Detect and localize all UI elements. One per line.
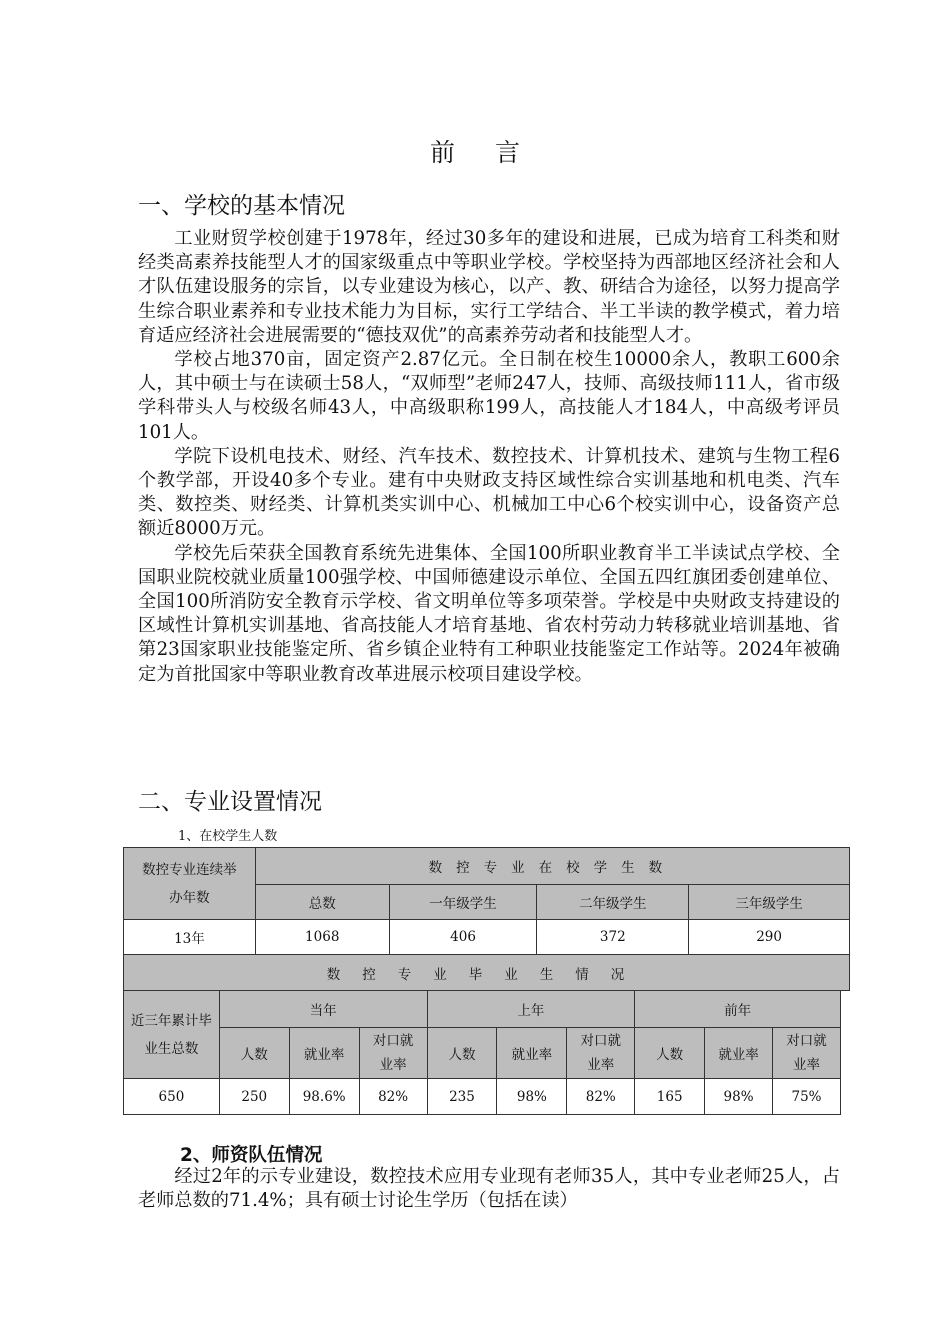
faculty-body (138, 1165, 840, 1213)
year-header-before-last: 前年 (635, 991, 841, 1028)
graduates-table (123, 990, 841, 1115)
table-row (124, 920, 850, 955)
subheader-count: 人数 (635, 1028, 705, 1079)
enrollment-band-header: 数控专业在校学生数 (255, 848, 849, 885)
table-cell: 235 (427, 1079, 497, 1115)
table-cell: 98% (497, 1079, 567, 1115)
table-cell: 1068 (255, 920, 389, 955)
paragraph: 工业财贸学校创建于1978年，经过30多年的建设和进展，已成为培育工科类和财经类高素养技能型人才的国家级重点中等职业学校。学校坚持为西部地区经济社会和人才队伍建设服务的宗旨，以专业建设为核心，以产、教、研结合为途径，以努力提高学生综合职业素养和专业技术能力为目标，实行工学结合、半工半读的教学模式，着力培育适应经济社会进展需要的“德技双优”的高素养劳动者和技能型人才。 (138, 228, 840, 346)
table-cell: 98.6% (289, 1079, 359, 1115)
col-header-grade2: 二年级学生 (537, 885, 689, 920)
table-caption: 1、在校学生人数 (178, 829, 278, 844)
basic-info-body (138, 227, 840, 687)
years-running-header: 数控专业连续举办年数 (124, 848, 256, 920)
subheader-employment-rate: 就业率 (705, 1028, 773, 1079)
table-cell: 650 (124, 1079, 220, 1115)
table-cell: 406 (389, 920, 537, 955)
table-cell: 250 (219, 1079, 289, 1115)
year-header-last: 上年 (427, 991, 635, 1028)
table-row (124, 1079, 841, 1115)
year-header-current: 当年 (219, 991, 427, 1028)
section-heading-faculty: 2、师资队伍情况 (180, 1145, 323, 1166)
table-cell: 165 (635, 1079, 705, 1115)
table-cell: 75% (773, 1079, 841, 1115)
table-cell: 290 (689, 920, 850, 955)
subheader-matched-rate: 对口就业率 (359, 1028, 427, 1079)
paragraph: 学院下设机电技术、财经、汽车技术、数控技术、计算机技术、建筑与生物工程6个教学部，开设40多个专业。建有中央财政支持区域性综合实训基地和机电类、汽车类、数控类、财经类、计算机类实训中心、机械加工中心6个校实训中心，设备资产总额近8000万元。 (138, 445, 840, 540)
page-title: 前言 (429, 138, 560, 167)
paragraph: 学校占地370亩，固定资产2.87亿元。全日制在校生10000余人，教职工600余人，其中硕士与在读硕士58人，“双师型”老师247人，技师、高级技师111人，省市级学科带头人与校级名师43人，中高级职称199人，高技能人才184人，中高级考评员101人。 (138, 349, 840, 443)
graduates-total-header: 近三年累计毕业生总数 (124, 991, 220, 1079)
subheader-employment-rate: 就业率 (289, 1028, 359, 1079)
enrollment-table (123, 847, 850, 991)
subheader-matched-rate: 对口就业率 (773, 1028, 841, 1079)
graduates-band-header: 数控专业毕业生情况 (124, 955, 850, 991)
subheader-employment-rate: 就业率 (497, 1028, 567, 1079)
subheader-count: 人数 (219, 1028, 289, 1079)
col-header-grade1: 一年级学生 (389, 885, 537, 920)
table-cell: 82% (567, 1079, 635, 1115)
table-cell: 13年 (124, 920, 256, 955)
section-heading-majors: 二、专业设置情况 (138, 789, 322, 815)
subheader-matched-rate: 对口就业率 (567, 1028, 635, 1079)
section-heading-basic-info: 一、学校的基本情况 (138, 193, 345, 219)
table-cell: 98% (705, 1079, 773, 1115)
col-header-grade3: 三年级学生 (689, 885, 850, 920)
table-cell: 372 (537, 920, 689, 955)
paragraph: 经过2年的示专业建设，数控技术应用专业现有老师35人，其中专业老师25人，占老师总数的71.4%；具有硕士讨论生学历（包括在读） (138, 1166, 840, 1212)
subheader-count: 人数 (427, 1028, 497, 1079)
table-cell: 82% (359, 1079, 427, 1115)
paragraph: 学校先后荣获全国教育系统先进集体、全国100所职业教育半工半读试点学校、全国职业院校就业质量100强学校、中国师德建设示单位、全国五四红旗团委创建单位、全国100所消防安全教育示学校、省文明单位等多项荣誉。学校是中央财政支持建设的区域性计算机实训基地、省高技能人才培育基地、省农村劳动力转移就业培训基地、省第23国家职业技能鉴定所、省乡镇企业特有工种职业技能鉴定工作站等。2024年被确定为首批国家中等职业教育改革进展示校项目建设学校。 (138, 542, 840, 685)
col-header-total: 总数 (255, 885, 389, 920)
